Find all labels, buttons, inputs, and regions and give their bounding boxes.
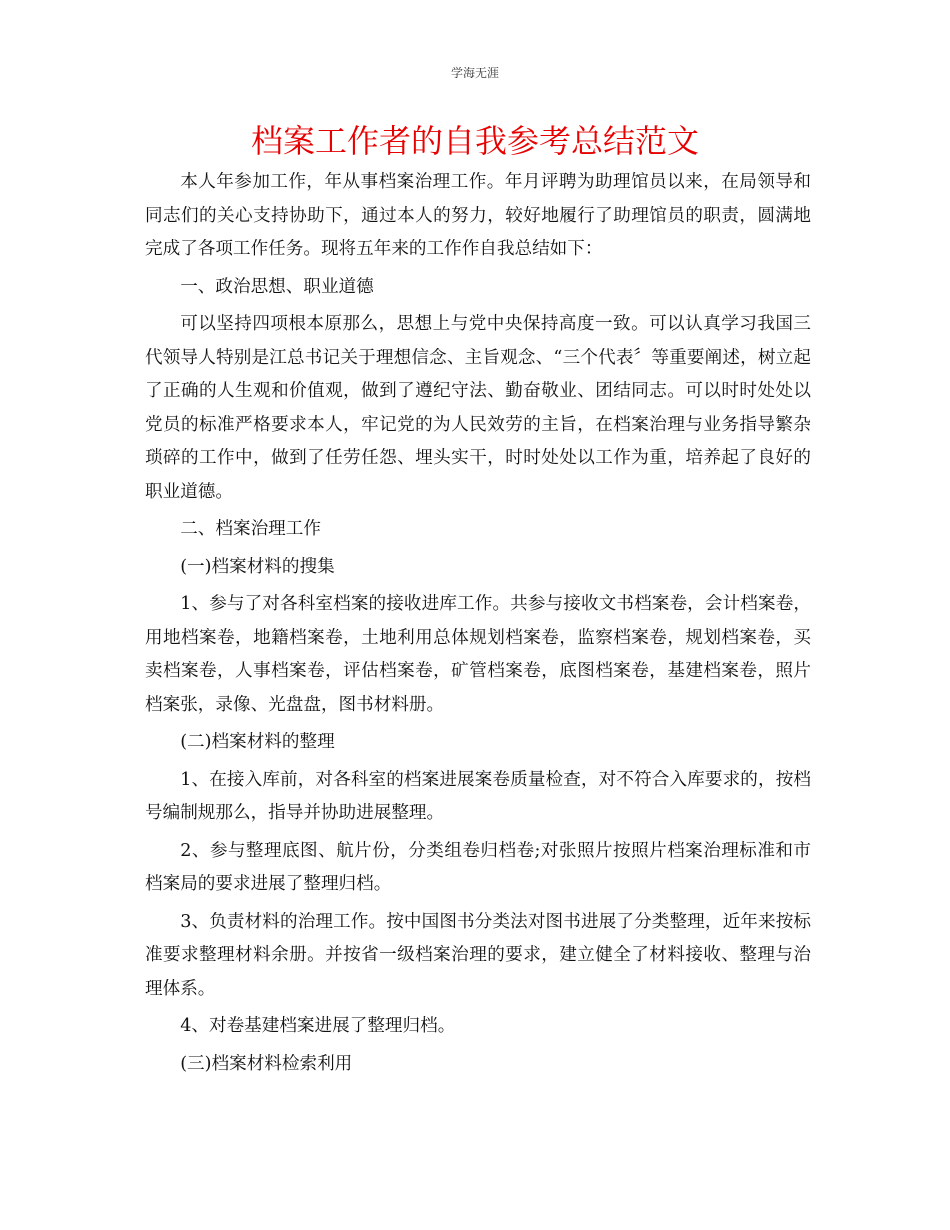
subsection-heading-organization: (二)档案材料的整理 [180, 732, 335, 752]
paragraph-organization-2: 2、参与整理底图、航片份，分类组卷归档卷;对张照片按照片档案治理标准和市档案局的要求进展了整理归档。 [145, 840, 811, 894]
paragraph-organization-1: 1、在接入库前，对各科室的档案进展案卷质量检查，对不符合入库要求的，按档号编制规那么，指导并协助进展整理。 [145, 769, 811, 823]
paragraph-collection-1: 1、参与了对各科室档案的接收进库工作。共参与接收文书档案卷，会计档案卷，用地档案卷，地籍档案卷，土地利用总体规划档案卷，监察档案卷，规划档案卷，买卖档案卷，人事档案卷，评估档案卷，矿管档案卷，底图档案卷，基建档案卷，照片档案张，录像、光盘盘，图书材料册。 [145, 594, 811, 715]
document-body [145, 166, 811, 1081]
paragraph-intro: 本人年参加工作，年从事档案治理工作。年月评聘为助理馆员以来，在局领导和同志们的关心支持协助下，通过本人的努力，较好地履行了助理馆员的职责，圆满地完成了各项工作任务。现将五年来的工作作自我总结如下： [145, 172, 811, 259]
paragraph-politics: 可以坚持四项根本原那么，思想上与党中央保持高度一致。可以认真学习我国三代领导人特别是江总书记关于理想信念、主旨观念、“三个代表〞等重要阐述，树立起了正确的人生观和价值观，做到了遵纪守法、勤奋敬业、团结同志。可以时时处处以党员的标准严格要求本人，牢记党的为人民效劳的主旨，在档案治理与业务指导繁杂琐碎的工作中，做到了任劳任怨、埋头实干，时时处处以工作为重，培养起了良好的职业道德。 [145, 314, 811, 502]
subsection-heading-retrieval: (三)档案材料检索利用 [180, 1053, 353, 1074]
section-heading-archive-work: 二、档案治理工作 [180, 519, 321, 539]
section-heading-politics: 一、政治思想、职业道德 [180, 276, 374, 297]
subsection-heading-collection: (一)档案材料的搜集 [180, 556, 335, 577]
paragraph-organization-4: 4、对卷基建档案进展了整理归档。 [180, 1016, 456, 1036]
page-header: 学海无涯 [450, 66, 499, 80]
paragraph-organization-3: 3、负责材料的治理工作。按中国图书分类法对图书进展了分类整理，近年来按标准要求整理材料余册。并按省一级档案治理的要求，建立健全了材料接收、整理与治理体系。 [145, 911, 811, 999]
document-title: 档案工作者的自我参考总结范文 [250, 122, 699, 160]
